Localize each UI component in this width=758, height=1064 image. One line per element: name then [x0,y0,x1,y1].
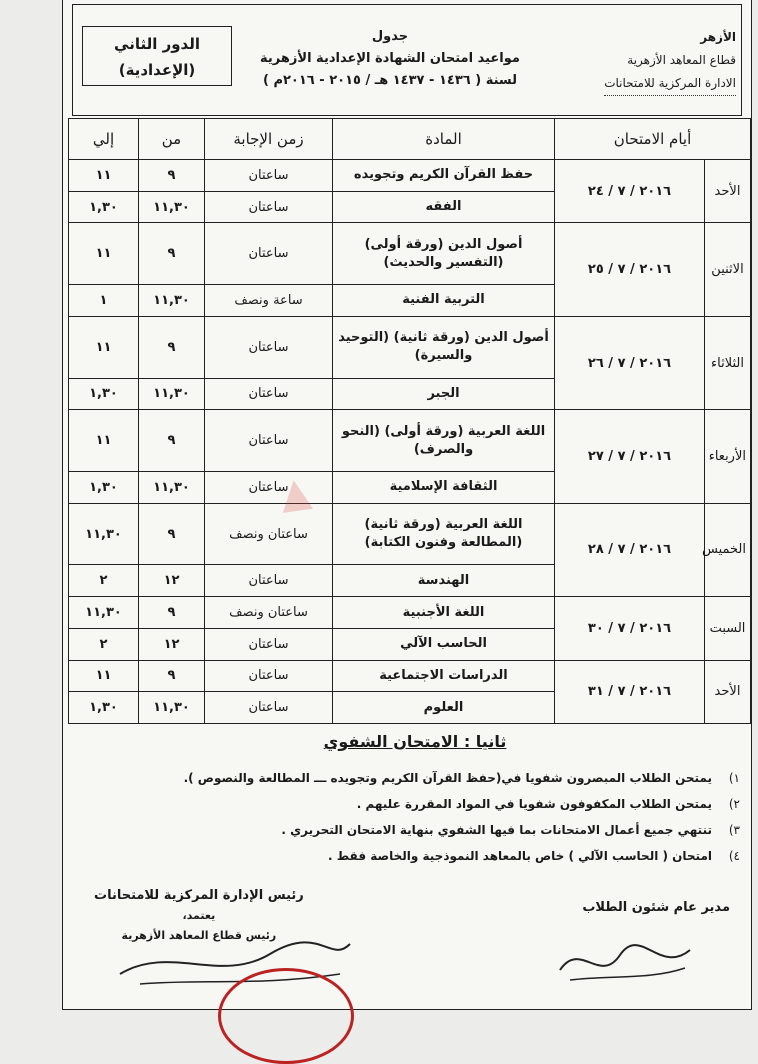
sector-head-title: رئيس قطاع المعاهد الأزهرية [121,929,277,942]
student-affairs-signatory: مدير عام شئون الطلاب [582,900,730,915]
subject: الدراسات الاجتماعية [333,660,555,692]
org-line-1: الأزهر [700,30,736,44]
time-from: ٩ [139,316,205,378]
time-to: ١١ [69,660,139,692]
subject: الحاسب الآلي [333,628,555,660]
table-row [69,223,751,285]
duration: ساعتان [205,160,333,192]
table-header-row [69,119,751,160]
subject: اللغة العربية (ورقة أولى) (النحو والصرف) [333,410,555,472]
time-from: ١٢ [139,565,205,597]
round-line-2: (الإعدادية) [118,61,196,79]
org-line-2: قطاع المعاهد الأزهرية [627,53,736,67]
list-item-text: يمتحن الطلاب المكفوفون شفويا في المواد المقررة عليهم . [356,797,712,811]
duration: ساعتان ونصف [205,597,333,629]
title-line-1: جدول [371,29,409,44]
time-to: ١١ [69,223,139,285]
subject: اللغة العربية (ورقة ثانية) (المطالعة وفنون الكتابة) [333,503,555,565]
time-to: ١,٣٠ [69,378,139,410]
exam-date: ٢٠١٦ / ٧ / ٣١ [555,660,705,723]
list-item [90,817,740,843]
list-item [90,843,740,869]
table-row [69,503,751,565]
time-to: ١١ [69,160,139,192]
duration: ساعتان [205,692,333,724]
table-row [69,597,751,629]
duration: ساعة ونصف [205,285,333,317]
day-name: الأحد [705,160,751,223]
time-to: ١١,٣٠ [69,597,139,629]
org-line-3: الادارة المركزية للامتحانات [604,72,736,96]
subject: حفظ القرآن الكريم وتجويده [333,160,555,192]
day-name: الأربعاء [705,410,751,503]
header-days: أيام الامتحان [555,119,751,160]
time-to: ٢ [69,628,139,660]
subject: الهندسة [333,565,555,597]
table-row [69,410,751,472]
day-name: الاثنين [705,223,751,316]
title-line-2: مواعيد امتحان الشهادة الإعدادية الأزهرية [260,51,520,66]
duration: ساعتان [205,628,333,660]
exam-date: ٢٠١٦ / ٧ / ٢٨ [555,503,705,596]
header-from: من [139,119,205,160]
duration: ساعتان [205,223,333,285]
time-to: ١١ [69,316,139,378]
duration: ساعتان ونصف [205,503,333,565]
list-item-text: امتحان ( الحاسب الآلي ) خاص بالمعاهد النموذجية والخاصة فقط . [327,849,712,863]
subject: الفقه [333,191,555,223]
time-to: ١١,٣٠ [69,503,139,565]
time-from: ٩ [139,660,205,692]
time-from: ٩ [139,410,205,472]
duration: ساعتان [205,378,333,410]
time-to: ١١ [69,410,139,472]
list-item-text: تنتهي جميع أعمال الامتحانات بما فيها الشفوي بنهاية الامتحان التحريري . [281,823,712,837]
time-to: ١,٣٠ [69,692,139,724]
time-to: ١,٣٠ [69,191,139,223]
time-from: ٩ [139,160,205,192]
signature-area [70,884,740,1004]
approve-label: يعتمد، [182,909,216,922]
day-name: الأحد [705,660,751,723]
header-subject: المادة [333,119,555,160]
exams-admin-title: رئيس الإدارة المركزية للامتحانات [94,888,304,903]
table-row [69,660,751,692]
exam-schedule-table [68,118,751,724]
duration: ساعتان [205,660,333,692]
watermark-logo: ▲ [276,468,314,518]
subject: أصول الدين (ورقة أولى) (التفسير والحديث) [333,223,555,285]
time-from: ٩ [139,597,205,629]
list-item-number: ٢) [728,797,740,811]
organization-block [604,26,736,96]
header-to: إلي [69,119,139,160]
subject: أصول الدين (ورقة ثانية) (التوحيد والسيرة) [333,316,555,378]
duration: ساعتان [205,316,333,378]
title-line-3: لسنة ( ١٤٣٦ - ١٤٣٧ هـ / ٢٠١٥ - ٢٠١٦م ) [263,73,517,88]
time-from: ٩ [139,503,205,565]
list-item [90,791,740,817]
day-name: الخميس [705,503,751,596]
day-name: السبت [705,597,751,660]
time-from: ٩ [139,223,205,285]
list-item-number: ٣) [728,823,740,837]
subject: اللغة الأجنبية [333,597,555,629]
handwritten-signature-right [550,930,700,990]
list-item-number: ١) [728,771,740,785]
duration: ساعتان [205,410,333,472]
oral-exam-title: ثانيا : الامتحان الشفوي [323,732,507,751]
table-row [69,316,751,378]
list-item-number: ٤) [728,849,740,863]
day-name: الثلاثاء [705,316,751,409]
time-to: ١,٣٠ [69,472,139,504]
list-item-text: يمتحن الطلاب المبصرون شفويا في(حفظ القرآن الكريم وتجويده ـــ المطالعة والنصوص ). [183,771,712,785]
time-from: ١٢ [139,628,205,660]
subject: العلوم [333,692,555,724]
duration: ساعتان [205,191,333,223]
official-stamp [218,968,354,1064]
exam-date: ٢٠١٦ / ٧ / ٣٠ [555,597,705,660]
exam-date: ٢٠١٦ / ٧ / ٢٧ [555,410,705,503]
exam-date: ٢٠١٦ / ٧ / ٢٤ [555,160,705,223]
duration: ساعتان [205,565,333,597]
exam-date: ٢٠١٦ / ٧ / ٢٦ [555,316,705,409]
time-from: ١١,٣٠ [139,378,205,410]
oral-exam-section [90,732,740,869]
subject: الثقافة الإسلامية [333,472,555,504]
time-from: ١١,٣٠ [139,191,205,223]
subject: الجبر [333,378,555,410]
exam-round-box [82,26,232,86]
time-from: ١١,٣٠ [139,692,205,724]
round-line-1: الدور الثاني [114,35,200,53]
time-to: ٢ [69,565,139,597]
document-title [240,26,540,92]
duration: ساعتان [205,472,333,504]
header-duration: زمن الإجابة [205,119,333,160]
subject: التربية الفنية [333,285,555,317]
time-from: ١١,٣٠ [139,285,205,317]
table-row [69,160,751,192]
time-from: ١١,٣٠ [139,472,205,504]
list-item [90,765,740,791]
time-to: ١ [69,285,139,317]
exam-date: ٢٠١٦ / ٧ / ٢٥ [555,223,705,316]
